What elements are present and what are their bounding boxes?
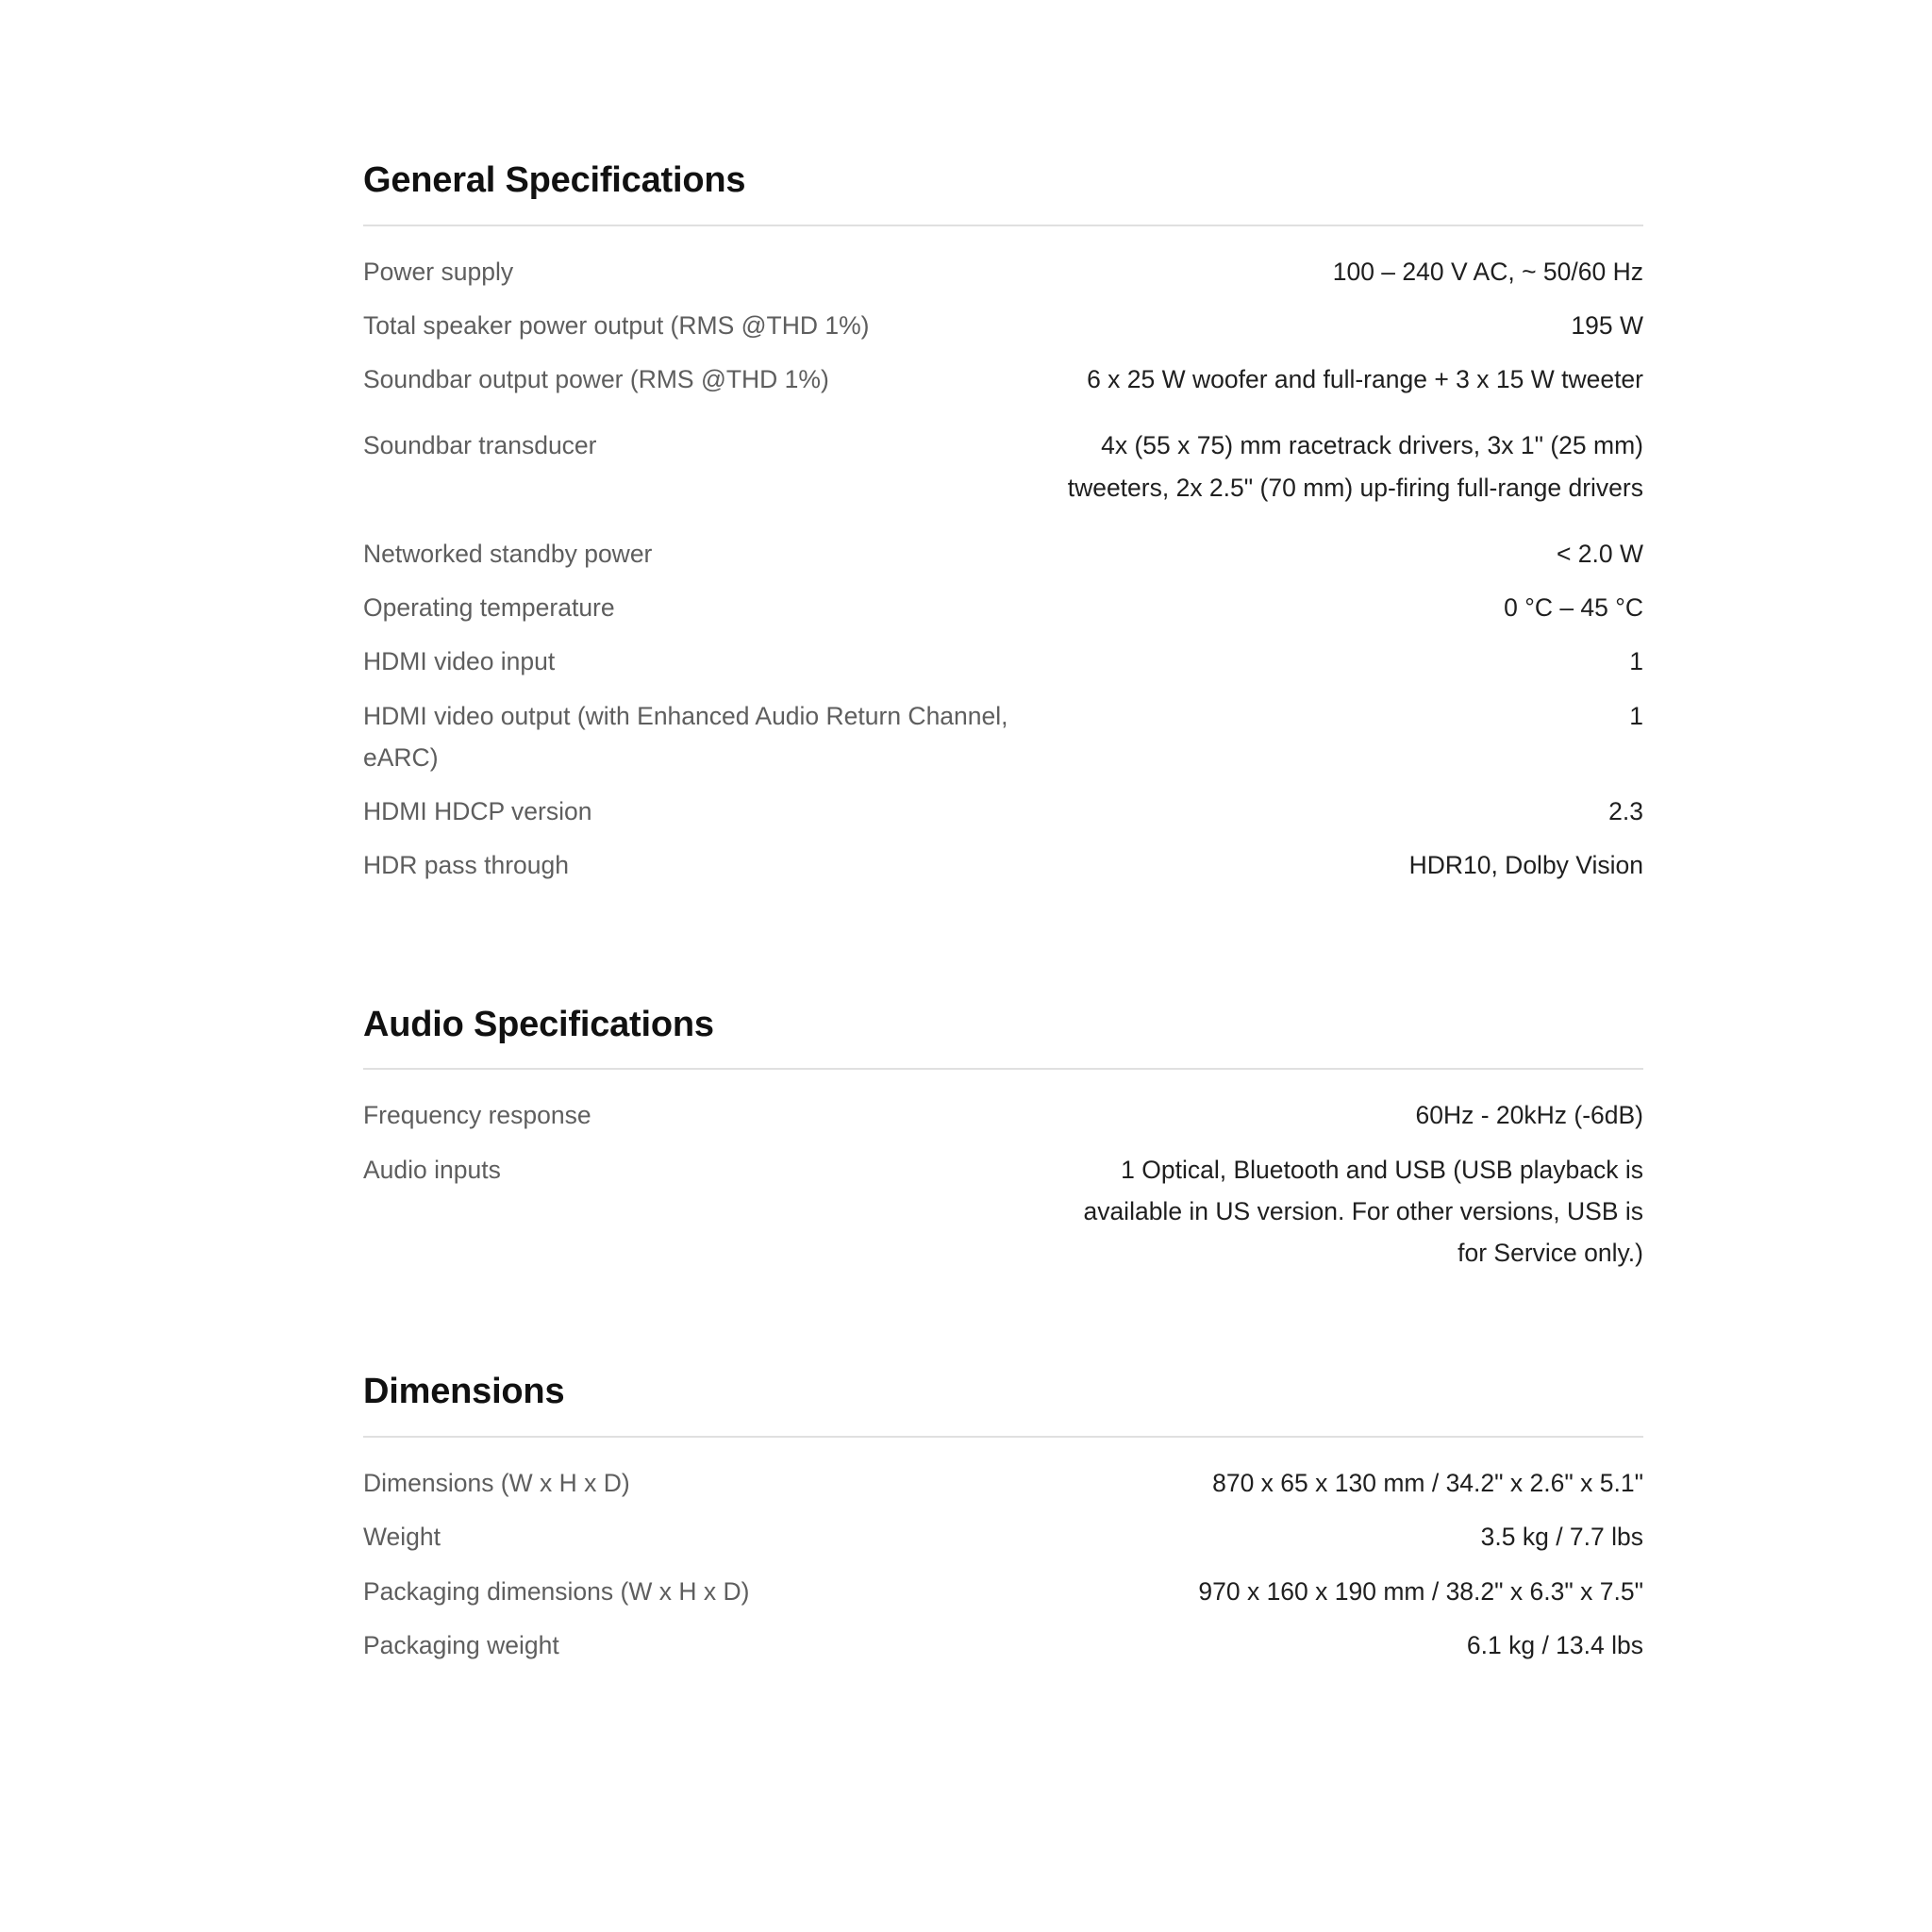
table-row: [363, 1571, 1643, 1624]
spec-label: Networked standby power: [363, 539, 653, 568]
table-row: [363, 1516, 1643, 1570]
table-row: [363, 533, 1643, 587]
spec-label: Packaging dimensions (W x H x D): [363, 1576, 750, 1606]
section-title-audio: Audio Specifications: [363, 1004, 714, 1044]
spec-value: HDR10, Dolby Vision: [1408, 851, 1643, 880]
section-dimensions: [363, 1372, 1643, 1678]
spec-table-dimensions-body: [363, 1462, 1643, 1678]
spec-value: 2.3: [1608, 797, 1643, 826]
spec-value: 1: [1629, 701, 1643, 730]
table-row: [363, 305, 1643, 358]
spec-table-general-body: [363, 251, 1643, 899]
table-row: [363, 641, 1643, 694]
section-audio-specifications: [363, 1005, 1643, 1299]
spec-value: 970 x 160 x 190 mm / 38.2" x 6.3" x 7.5": [1198, 1576, 1643, 1606]
spec-label: Weight: [363, 1523, 441, 1552]
table-row: [363, 1624, 1643, 1678]
spec-value: < 2.0 W: [1556, 539, 1643, 568]
table-row: [363, 1462, 1643, 1516]
spec-value: 870 x 65 x 130 mm / 34.2" x 2.6" x 5.1": [1212, 1469, 1643, 1498]
table-row: [363, 587, 1643, 641]
spec-label: Packaging weight: [363, 1630, 559, 1659]
spec-label: Soundbar output power (RMS @THD 1%): [363, 365, 829, 394]
spec-value: 3.5 kg / 7.7 lbs: [1480, 1523, 1643, 1552]
table-row: [363, 1094, 1643, 1148]
spec-label: HDR pass through: [363, 851, 569, 880]
spec-label: Total speaker power output (RMS @THD 1%): [363, 310, 870, 340]
spec-value: 1 Optical, Bluetooth and USB (USB playback is available in US version. For other versions, USB is for Service only.): [1083, 1155, 1643, 1268]
spec-label: HDMI video input: [363, 647, 556, 676]
table-row: [363, 1149, 1643, 1299]
spec-label: Dimensions (W x H x D): [363, 1469, 630, 1498]
spec-table-audio-body: [363, 1094, 1643, 1298]
table-row: [363, 425, 1643, 533]
spec-value: 195 W: [1571, 310, 1643, 340]
spec-value: 60Hz - 20kHz (-6dB): [1415, 1101, 1643, 1130]
spec-table-dimensions: [363, 1462, 1643, 1678]
spec-value: 0 °C – 45 °C: [1504, 593, 1643, 623]
spec-label: Audio inputs: [363, 1155, 501, 1184]
section-spacer: [363, 1298, 1643, 1372]
section-spacer: [363, 899, 1643, 1005]
spec-label: Soundbar transducer: [363, 431, 597, 460]
spec-value: 6 x 25 W woofer and full-range + 3 x 15 W tweeter: [1087, 365, 1643, 394]
table-row: [363, 358, 1643, 425]
spec-table-general: [363, 251, 1643, 899]
table-row: [363, 251, 1643, 305]
spec-value: 6.1 kg / 13.4 lbs: [1466, 1630, 1643, 1659]
table-row: [363, 695, 1643, 791]
spec-table-audio: [363, 1094, 1643, 1298]
section-divider-general: [363, 225, 1643, 226]
spec-value: 100 – 240 V AC, ~ 50/60 Hz: [1332, 257, 1643, 286]
section-divider-dimensions: [363, 1436, 1643, 1438]
table-row: [363, 844, 1643, 898]
spec-label: Frequency response: [363, 1101, 591, 1130]
section-divider-audio: [363, 1068, 1643, 1070]
spec-value: 1: [1629, 647, 1643, 676]
table-row: [363, 791, 1643, 844]
spec-label: HDMI video output (with Enhanced Audio Return Channel, eARC): [363, 701, 1008, 772]
spec-value: 4x (55 x 75) mm racetrack drivers, 3x 1" (25 mm) tweeters, 2x 2.5" (70 mm) up-firing full-range drivers: [1067, 431, 1643, 502]
section-title-general: General Specifications: [363, 160, 746, 200]
section-general-specifications: [363, 160, 1643, 899]
section-title-dimensions: Dimensions: [363, 1372, 565, 1412]
spec-label: HDMI HDCP version: [363, 797, 592, 826]
spec-label: Operating temperature: [363, 593, 615, 623]
spec-label: Power supply: [363, 257, 514, 286]
